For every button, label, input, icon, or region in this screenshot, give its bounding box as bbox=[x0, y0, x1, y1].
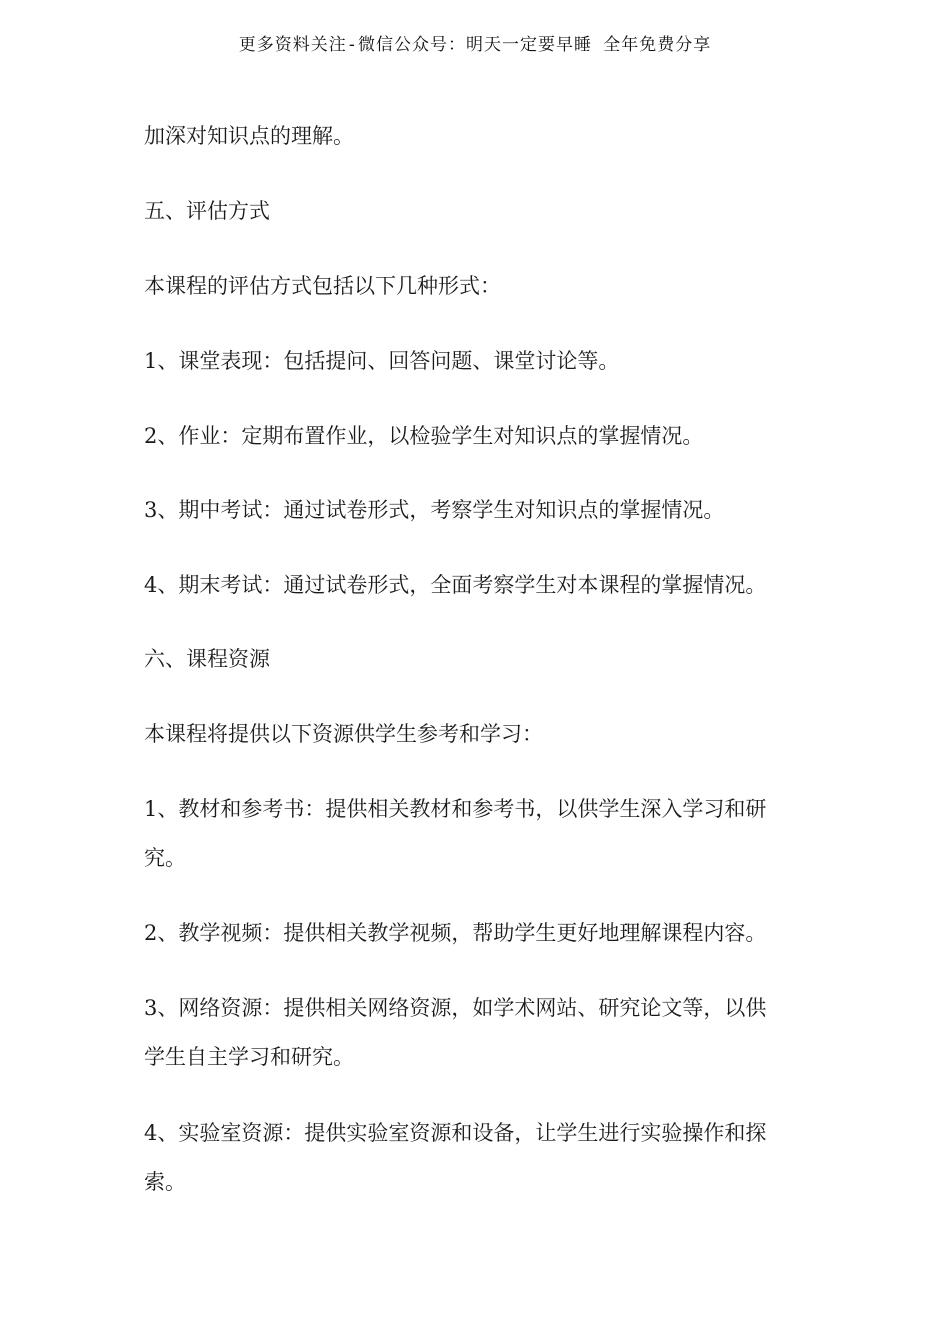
assessment-item-final: 4、期末考试：通过试卷形式，全面考察学生对本课程的掌握情况。 bbox=[144, 573, 767, 597]
section-intro-resources: 本课程将提供以下资源供学生参考和学习： bbox=[144, 722, 543, 746]
assessment-item-midterm: 3、期中考试：通过试卷形式，考察学生对知识点的掌握情况。 bbox=[144, 498, 725, 522]
resource-item-lab-line1: 4、实验室资源：提供实验室资源和设备，让学生进行实验操作和探 bbox=[144, 1121, 767, 1145]
section-title-assessment: 五、评估方式 bbox=[144, 199, 270, 223]
resource-item-online-line1: 3、网络资源：提供相关网络资源，如学术网站、研究论文等，以供 bbox=[144, 996, 767, 1020]
resource-item-videos: 2、教学视频：提供相关教学视频，帮助学生更好地理解课程内容。 bbox=[144, 921, 767, 945]
resource-item-textbooks-line1: 1、教材和参考书：提供相关教材和参考书，以供学生深入学习和研 bbox=[144, 797, 767, 821]
resource-item-lab-line2: 索。 bbox=[144, 1170, 186, 1194]
assessment-item-homework: 2、作业：定期布置作业，以检验学生对知识点的掌握情况。 bbox=[144, 424, 704, 448]
section-intro-assessment: 本课程的评估方式包括以下几种形式： bbox=[144, 274, 501, 298]
resource-item-textbooks-line2: 究。 bbox=[144, 846, 186, 870]
paragraph-continuation: 加深对知识点的理解。 bbox=[144, 124, 354, 148]
resource-item-online-line2: 学生自主学习和研究。 bbox=[144, 1045, 354, 1069]
assessment-item-classroom: 1、课堂表现：包括提问、回答问题、课堂讨论等。 bbox=[144, 349, 620, 373]
section-title-resources: 六、课程资源 bbox=[144, 647, 270, 671]
page-header-banner: 更多资料关注-微信公众号：明天一定要早睡 全年免费分享 bbox=[238, 35, 712, 55]
